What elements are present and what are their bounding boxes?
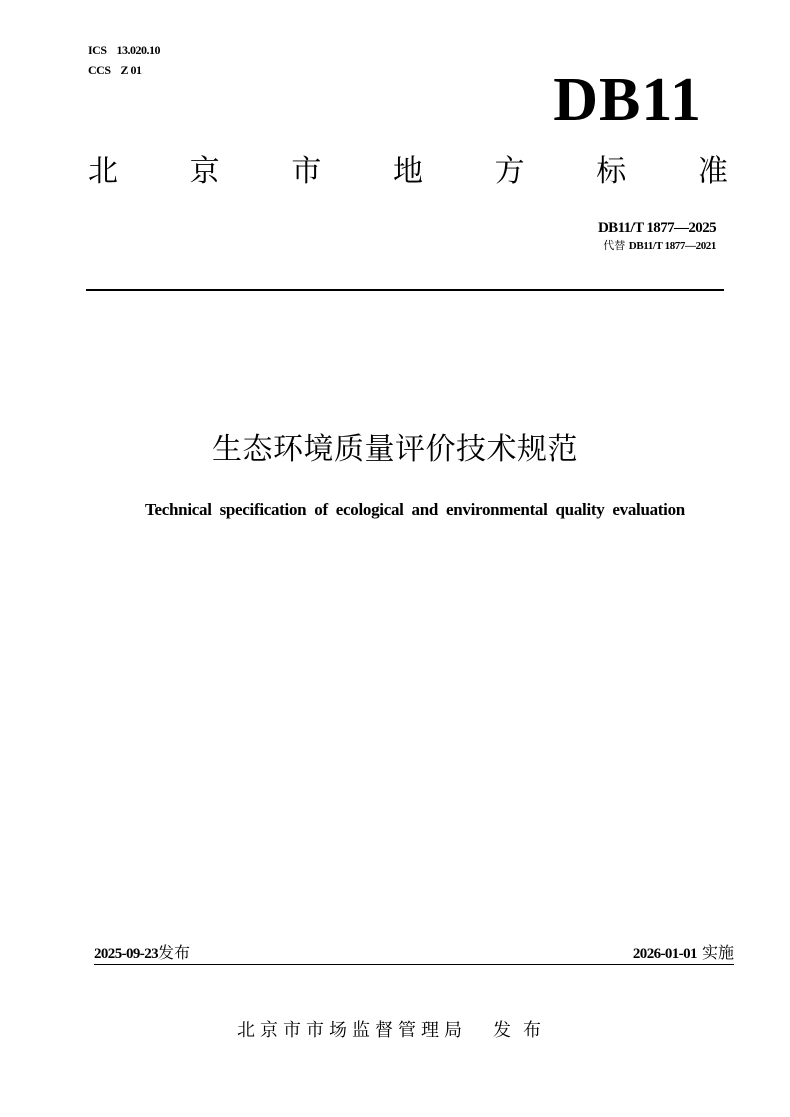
classification-codes [88,40,160,80]
ccs-label: CCS [88,63,111,77]
document-title-cn: 生态环境质量评价技术规范 [212,432,578,467]
standard-type-char: 市 [291,154,322,189]
ics-code [88,40,160,60]
ics-value: 13.020.10 [116,43,161,57]
standard-type-char: 标 [596,154,627,189]
implementation-date-line [633,942,734,965]
publisher-action: 发布 [493,1020,553,1041]
standard-type-char: 北 [88,154,118,189]
standard-number: DB11/T 1877—2025 [597,220,716,236]
implementation-date: 2026-01-01 [632,946,697,962]
standard-type-char: 地 [392,154,423,189]
standard-logo: DB11 [553,66,702,134]
header-divider [86,289,724,291]
publisher-line [0,1018,790,1044]
replaces-line [598,238,716,254]
standard-type-char: 准 [697,154,728,189]
replaces-number: DB11/T 1877—2021 [628,240,716,252]
replaces-label: 代替 [603,239,626,252]
standard-number-block [598,218,716,254]
issue-date: 2025-09-23 [94,946,158,962]
ics-label: ICS [88,43,107,57]
standard-type-title [88,152,728,192]
ccs-code [88,60,160,80]
publisher-name: 北京市市场监督管理局 [237,1020,467,1041]
standard-type-char: 方 [494,154,525,189]
ccs-value: Z 01 [120,63,142,77]
issue-label: 发布 [158,943,191,962]
standard-type-char: 京 [189,154,220,189]
footer-divider [94,964,734,965]
issue-date-line [94,942,190,965]
document-title-en: Technical specification of ecological and environmental quality evaluation [145,500,685,519]
implementation-label: 实施 [701,943,734,962]
